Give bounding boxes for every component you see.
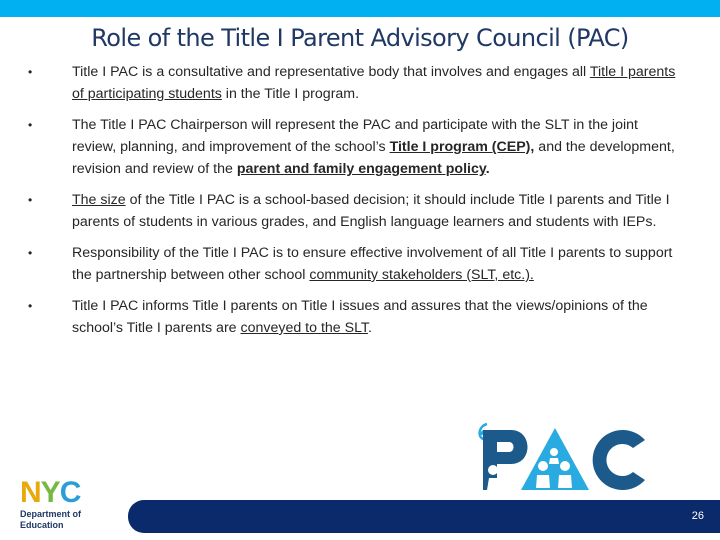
underlined-text: community stakeholders (SLT, etc.).	[309, 267, 534, 283]
nyc-doe-logo	[20, 478, 110, 536]
nyc-letter: Y	[40, 476, 60, 509]
bullet-text: of the Title I PAC is a school-based decision; it should include Title I parents and Title I parents of students in various grades, and English language learners and students with IEPs.	[72, 192, 670, 230]
bullet-text: Title I PAC is a consultative and representative body that involves and engages all	[72, 64, 590, 80]
nyc-dept-line1: Department of	[20, 509, 82, 519]
bullet-marker: •	[28, 299, 33, 313]
bullet-item	[28, 242, 683, 286]
bullet-item	[28, 61, 683, 105]
underlined-text: conveyed to the SLT	[240, 320, 369, 336]
bullet-text: .	[368, 320, 372, 336]
pac-logo	[473, 412, 655, 496]
pac-logo-graphic	[473, 412, 655, 496]
nyc-letter: C	[59, 476, 81, 509]
footer-bar	[128, 500, 720, 533]
bullet-marker: •	[28, 193, 33, 207]
bullet-item	[28, 295, 683, 339]
bullet-item	[28, 189, 683, 233]
nyc-wordmark	[20, 478, 110, 508]
underlined-text: The size	[72, 192, 126, 208]
bullet-text: Title I PAC informs Title I parents on Title I issues and assures that the views/opinions of the school’s Title I parents are	[72, 298, 648, 336]
bullet-text: in the Title I program.	[221, 86, 360, 102]
top-accent-bar	[0, 0, 720, 17]
slide-title: Role of the Title I Parent Advisory Council (PAC)	[91, 24, 629, 52]
bullet-marker: •	[28, 118, 33, 132]
nyc-letter: N	[20, 476, 41, 509]
underlined-text: Title I parents of participating students	[72, 64, 676, 102]
bullet-marker: •	[28, 246, 33, 260]
bullet-text: .	[485, 161, 490, 177]
bullet-marker: •	[28, 65, 33, 79]
bullet-text: and the development, revision and review of the	[72, 139, 675, 177]
underlined-bold-text: Title I program (CEP),	[389, 139, 535, 155]
nyc-dept-line2: Education	[20, 520, 64, 530]
bullet-list	[28, 61, 683, 348]
bullet-item	[28, 114, 683, 180]
underlined-bold-text: parent and family engagement policy	[236, 161, 486, 177]
bullet-text: Responsibility of the Title I PAC is to ensure effective involvement of all Title I parents to support the partnership between other school	[72, 245, 673, 283]
bullet-text: The Title I PAC Chairperson will represent the PAC and participate with the SLT in the joint review, planning, and improvement of the school’s	[72, 117, 638, 155]
page-number: 26	[691, 510, 704, 522]
